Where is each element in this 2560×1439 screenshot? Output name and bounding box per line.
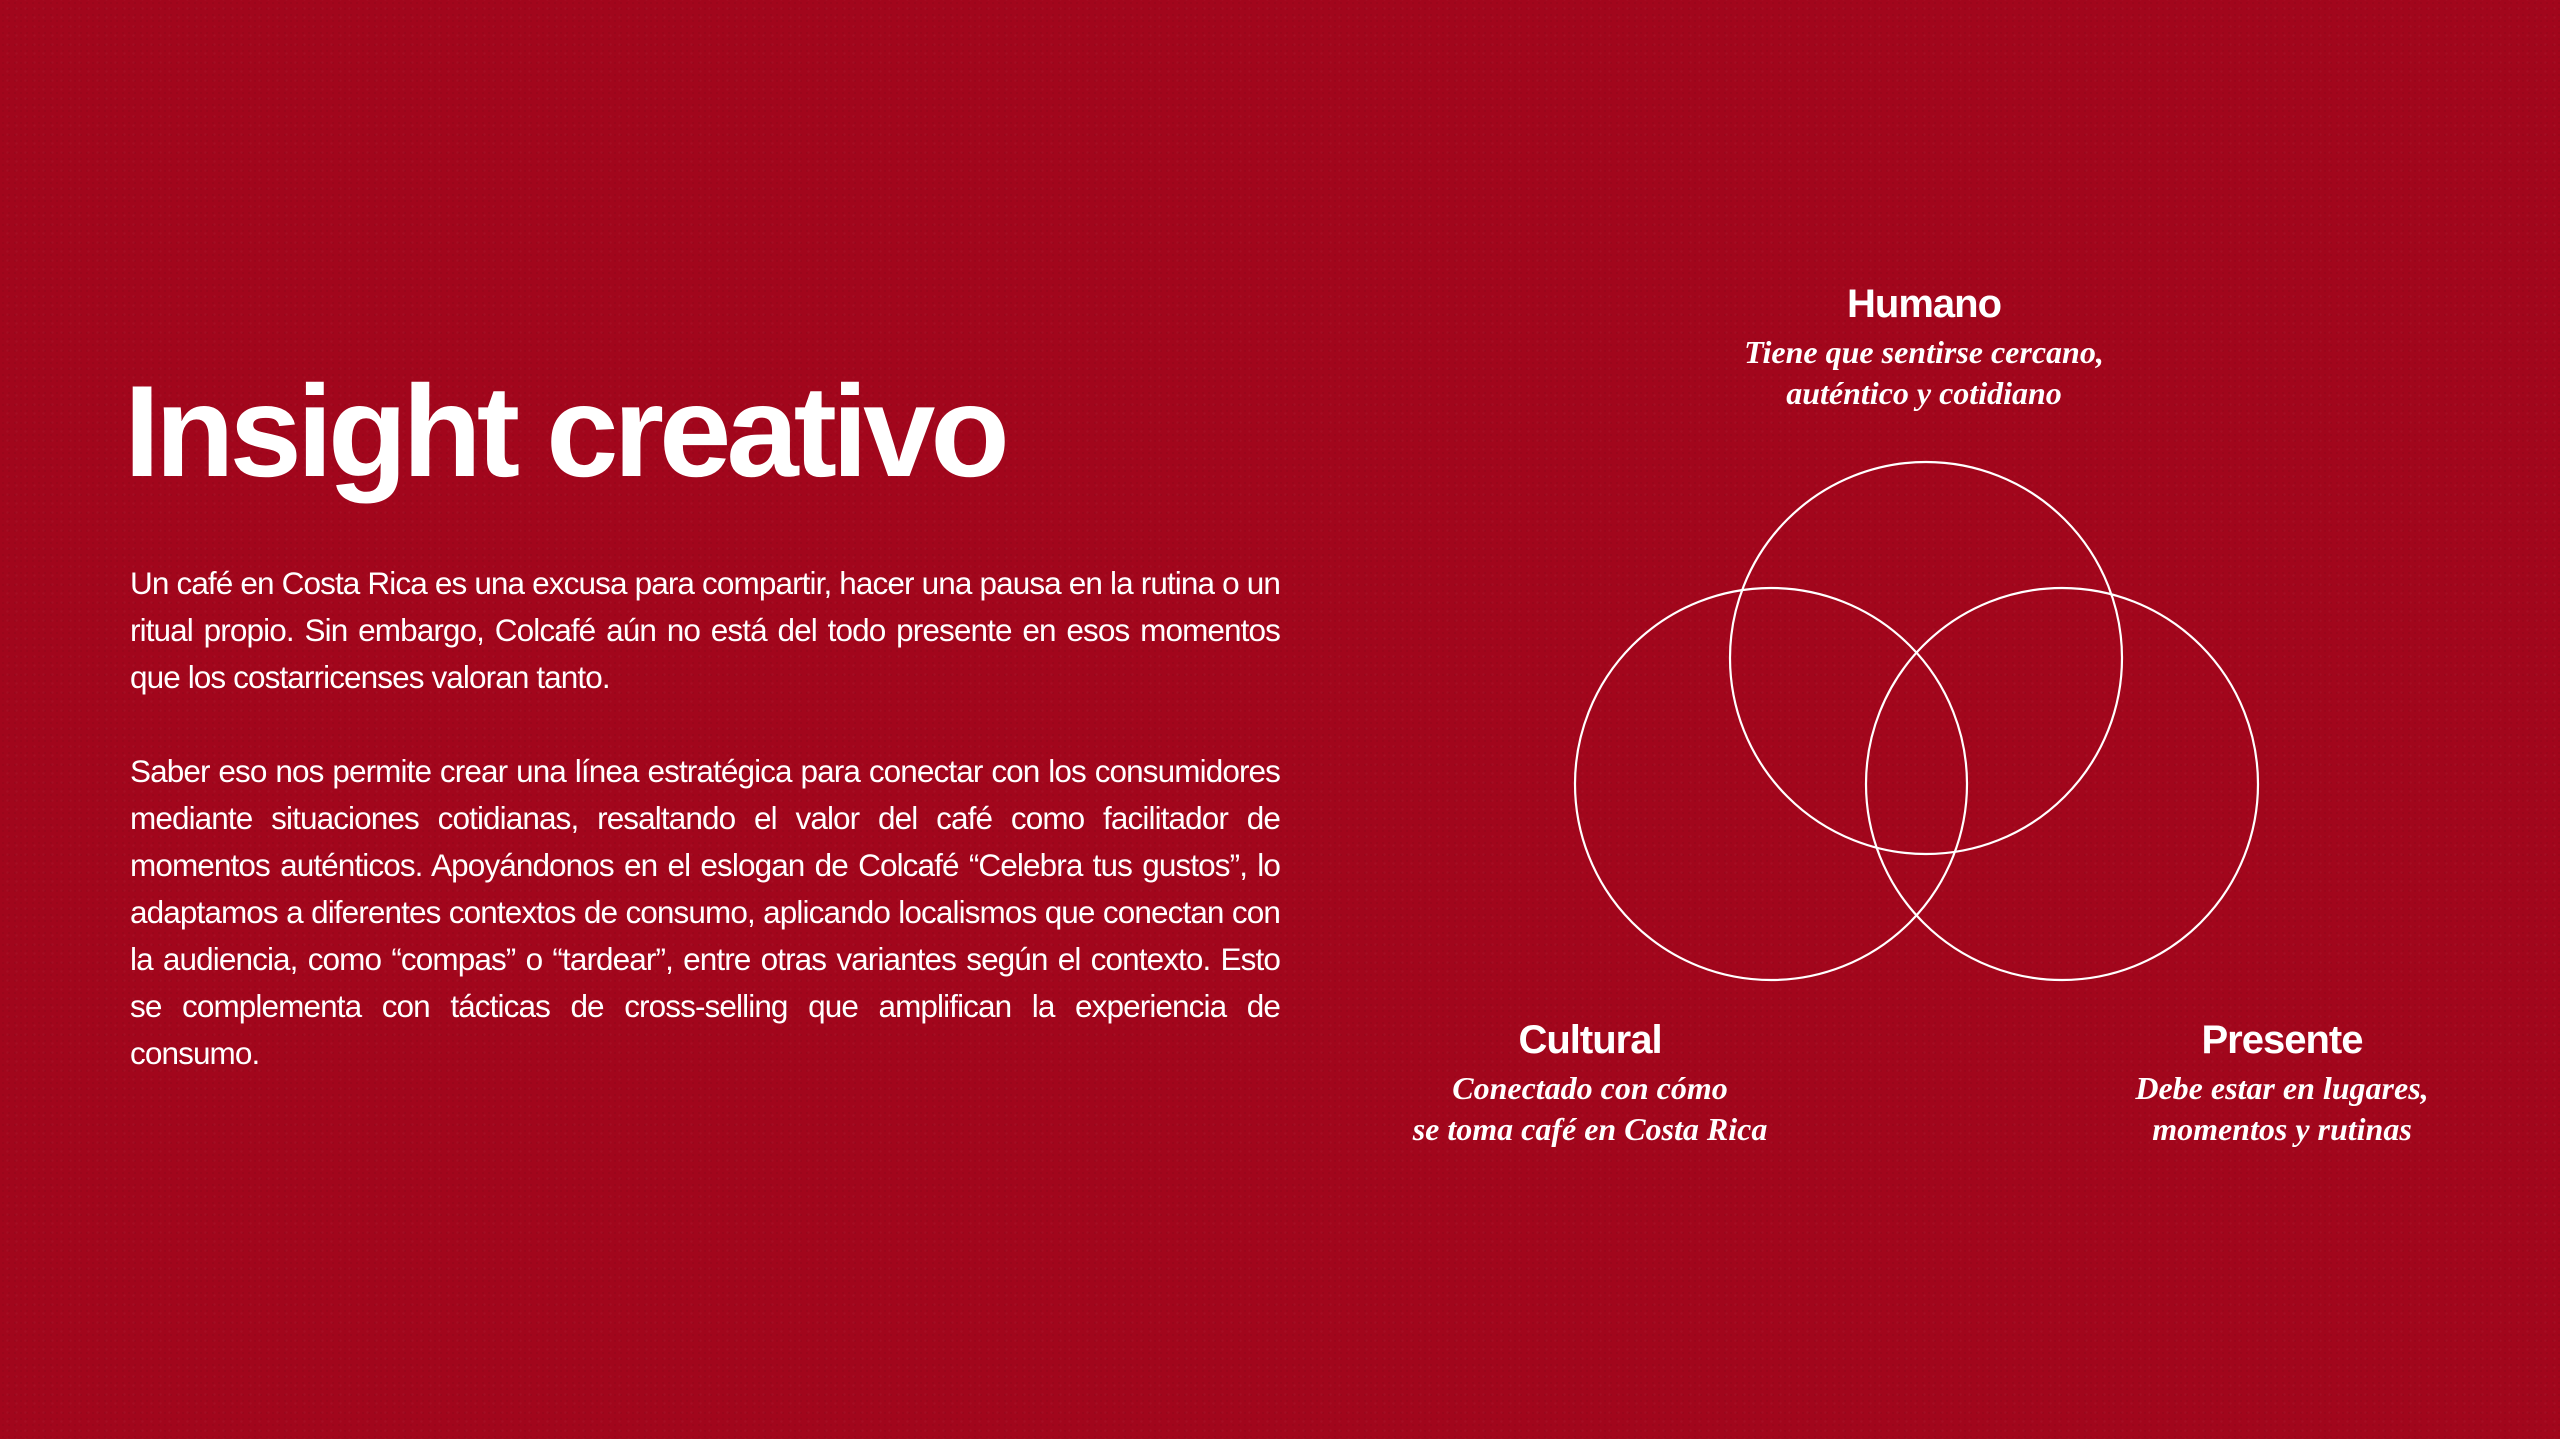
venn-label-presente: [2082, 1016, 2482, 1150]
venn-diagram: [1540, 440, 2280, 1000]
venn-label-humano-description: Tiene que sentirse cercano, auténtico y cotidiano: [1744, 334, 2104, 411]
page-title: Insight creativo: [124, 358, 1005, 504]
venn-label-humano-title: Humano: [1847, 282, 2001, 326]
venn-label-cultural-description: Conectado con cómo se toma café en Costa Rica: [1412, 1070, 1768, 1147]
venn-label-cultural: [1390, 1016, 1790, 1150]
venn-label-presente-description: Debe estar en lugares, momentos y rutinas: [2135, 1070, 2429, 1147]
paragraph-context: Un café en Costa Rica es una excusa para compartir, hacer una pausa en la rutina o un ritual propio. Sin embargo, Colcafé aún no está del todo presente en esos momentos que los costarricenses valoran tanto.: [130, 565, 1280, 695]
venn-circle-humano: [1730, 462, 2122, 854]
body-text: [130, 560, 1280, 1124]
venn-label-presente-title: Presente: [2201, 1018, 2363, 1062]
venn-circle-presente: [1866, 588, 2258, 980]
venn-label-humano: [1724, 280, 2124, 414]
venn-label-cultural-title: Cultural: [1518, 1018, 1662, 1062]
venn-circle-cultural: [1575, 588, 1967, 980]
paragraph-strategy: Saber eso nos permite crear una línea estratégica para conectar con los consumidores mediante situaciones cotidianas, resaltando el valor del café como facilitador de momentos auténticos. Apoyándonos en el eslogan de Colcafé “Celebra tus gustos”, lo adaptamos a diferentes contextos de consumo, aplicando localismos que conectan con la audiencia, como “compas” o “tardear”, entre otras variantes según el contexto. Esto se complementa con tácticas de cross-selling que amplifican la experiencia de consumo.: [130, 753, 1280, 1071]
